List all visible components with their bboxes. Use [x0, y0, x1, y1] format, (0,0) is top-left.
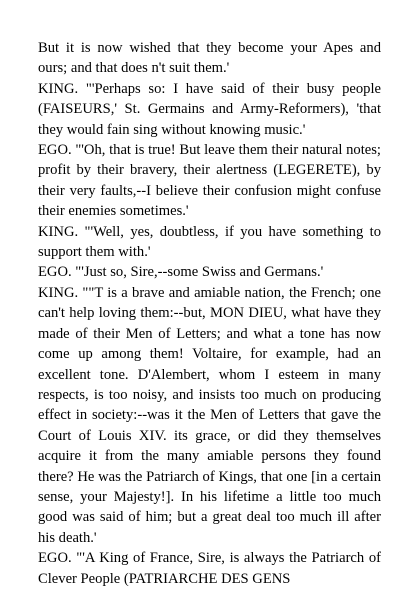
paragraph-king-support: KING. "'Well, yes, doubtless, if you have something to support them with.'	[38, 223, 381, 261]
paragraph-continuation: But it is now wished that they become your Apes and ours; and that does n't suit them.'	[38, 40, 381, 77]
paragraph-king-faiseurs: KING. "'Perhaps so: I have said of their busy people (FAISEURS,' St. Germains and Army-Reformers), 'that they would fain sing without knowing music.'	[38, 80, 381, 138]
paragraph-ego-patriarch: EGO. "'A King of France, Sire, is always the Patriarch of Clever People (PATRIARCHE DES GENS	[38, 550, 381, 587]
paragraph-ego-swiss: EGO. "'Just so, Sire,--some Swiss and Germans.'	[38, 264, 324, 281]
paragraph-king-french-nation: KING. ""T is a brave and amiable nation, the French; one can't help loving them:--but, MON DIEU, what have they made of their Men of Letters; and what a tone has now come up among them! Voltaire, for example, had an excellent tone. D'Alembert, whom I esteem in many respects, is too noisy, and insists too much on producing effect in society:--was it the Men of Letters that gave the Court of Louis XIV. its grace, or did they themselves acquire it from the many amiable persons they found there? He was the Patriarch of Kings, that one [in a certain sense, your Majesty!]. In his lifetime a little too much good was said of him; but a great deal too much ill after his death.'	[38, 284, 381, 546]
paragraph-ego-natural-notes: EGO. "'Oh, that is true! But leave them their natural notes; profit by their bravery, their alertness (LEGERETE), by their very faults,--I believe their confusion might confuse their enemies sometimes.'	[38, 142, 381, 220]
document-page	[38, 38, 381, 589]
